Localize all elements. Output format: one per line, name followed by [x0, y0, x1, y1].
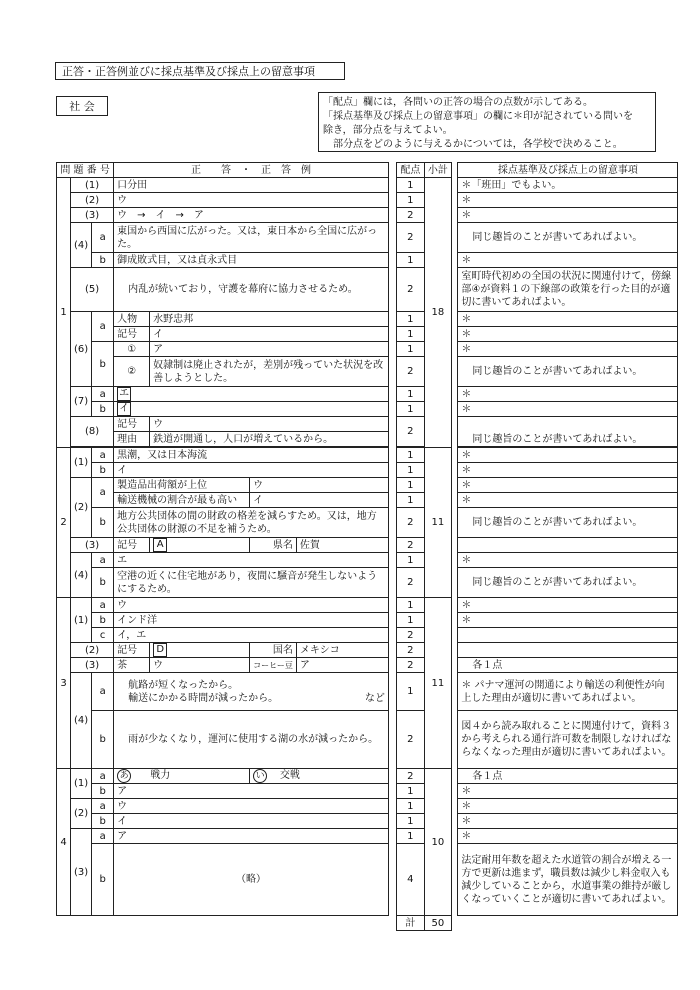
criteria: ＊: [458, 402, 678, 417]
answer-label: 茶: [114, 658, 150, 673]
sub-number: (3): [71, 658, 114, 673]
answer-label: 記号: [114, 538, 150, 553]
sub-number: (2): [71, 478, 92, 538]
answer: 空港の近くに住宅地があり，夜間に騒音が発生しないようにするため。: [114, 568, 389, 598]
sub-number: (6): [71, 312, 92, 387]
answer: 雨が少なくなり，運河に使用する湖の水が減ったから。: [114, 711, 389, 769]
criteria: 室町時代初めの全国の状況に関連付けて，傍線部④が資料１の下線部の政策を行った目的が適切に書いてあればよい。: [458, 268, 678, 312]
points: 2: [396, 568, 424, 598]
total-label: 計: [396, 916, 424, 931]
points: 2: [396, 769, 424, 784]
answer: ウ: [114, 193, 389, 208]
answer-label: 輸送機械の割合が最も高い: [114, 493, 250, 508]
question-number: 4: [57, 769, 71, 916]
criteria: 同じ趣旨のことが書いてあればよい。: [458, 508, 678, 538]
criteria: 法定耐用年数を超えた水道管の割合が増える一方で更新は進まず，職員数は減少し料金収入も減少していることから，水道事業の維持が厳しくなっていくことが適切に書いてあればよい。: [458, 844, 678, 916]
part-label: b: [92, 508, 114, 538]
answer: インド洋: [114, 613, 389, 628]
part-label: b: [92, 711, 114, 769]
circle-label: あ: [117, 769, 131, 783]
criteria: ＊: [458, 208, 678, 223]
note-line: 「採点基準及び採点上の留意事項」の欄に＊印が記されている問いを: [323, 111, 633, 122]
answer-box: D: [153, 643, 167, 657]
answer: 航路が短くなったから。: [128, 679, 239, 691]
answer-label: 記号: [114, 327, 150, 342]
part-label: a: [92, 553, 114, 568]
points: 1: [396, 553, 424, 568]
points: 1: [396, 253, 424, 268]
sub-number: (2): [71, 799, 92, 829]
sub-number: (3): [71, 208, 114, 223]
criteria: ＊: [458, 448, 678, 463]
points: 1: [396, 814, 424, 829]
criteria: ＊: [458, 613, 678, 628]
points: 1: [396, 799, 424, 814]
answer-key-title: 正答・正答例並びに採点基準及び採点上の留意事項: [55, 62, 345, 80]
answer: ア: [114, 829, 389, 844]
points: 1: [396, 829, 424, 844]
note-line: 「配点」欄には，各問いの正答の場合の点数が示してある。: [323, 97, 593, 108]
answer: 鉄道が開通し，人口が増えているから。: [150, 432, 389, 447]
points: 1: [396, 312, 424, 327]
question-number: 3: [57, 598, 71, 769]
subtotal: 11: [424, 598, 451, 769]
question-number: 1: [57, 178, 71, 448]
subject-label: 社 会: [56, 96, 108, 116]
points: 1: [396, 673, 424, 711]
answer: 黒潮，又は日本海流: [114, 448, 389, 463]
answer: 口分田: [114, 178, 389, 193]
answer: 輸送にかかる時間が減ったから。: [128, 692, 279, 704]
answer-label: ②: [114, 357, 150, 387]
criteria: ＊「班田」でもよい。: [458, 178, 678, 193]
sub-number: (1): [71, 598, 92, 643]
points: 2: [396, 658, 424, 673]
answer-label: 製造品出荷額が上位: [114, 478, 250, 493]
criteria: [458, 643, 678, 658]
header-mondai: 問 題 番 号: [57, 163, 114, 178]
answer-label: 記号: [114, 643, 150, 658]
criteria: 同じ趣旨のことが書いてあればよい。: [458, 417, 678, 447]
points: 2: [396, 357, 424, 387]
points: 2: [396, 628, 424, 643]
header-kijun: 採点基準及び採点上の留意事項: [458, 163, 678, 178]
answer: 水野忠邦: [150, 312, 389, 327]
sub-number: (4): [71, 553, 92, 598]
criteria: 各１点: [458, 769, 678, 784]
header-seitou: 正 答 ・ 正 答 例: [114, 163, 389, 178]
answer: イ: [250, 493, 389, 508]
criteria: 各１点: [458, 658, 678, 673]
answer: ウ: [114, 799, 389, 814]
part-label: b: [92, 342, 114, 387]
sub-number: (1): [71, 769, 92, 799]
criteria: ＊: [458, 784, 678, 799]
answer-box: A: [153, 538, 167, 552]
answer-label: 理由: [114, 432, 150, 447]
answer: 奴隷制は廃止されたが，差別が残っていた状況を改善しようとした。: [150, 357, 389, 387]
part-label: a: [92, 769, 114, 784]
part-label: a: [92, 223, 114, 253]
criteria: ＊: [458, 253, 678, 268]
points: 1: [396, 463, 424, 478]
criteria: ＊: [458, 193, 678, 208]
points: 1: [396, 613, 424, 628]
answer-label: 県名: [250, 538, 297, 553]
answer: 御成敗式目，又は貞永式目: [114, 253, 389, 268]
part-label: a: [92, 312, 114, 342]
criteria: ＊: [458, 799, 678, 814]
criteria: 同じ趣旨のことが書いてあればよい。: [458, 568, 678, 598]
points: 1: [396, 478, 424, 493]
answer: ウ: [150, 658, 250, 673]
answer: ウ: [114, 598, 389, 613]
points: 2: [396, 208, 424, 223]
answer: メキシコ: [296, 643, 388, 658]
part-label: a: [92, 448, 114, 463]
sub-number: (1): [71, 178, 114, 193]
subtotal: 18: [424, 178, 451, 448]
subtotal: 11: [424, 448, 451, 598]
answer: ア: [114, 784, 389, 799]
answer-label: 人物: [114, 312, 150, 327]
note-line: 部分点をどのように与えるかについては，各学校で決めること。: [333, 139, 623, 150]
part-label: a: [92, 598, 114, 613]
subtotal: 10: [424, 769, 451, 916]
answer: ア: [296, 658, 388, 673]
sub-number: (4): [71, 673, 92, 769]
answer: 佐賀: [296, 538, 388, 553]
points: 1: [396, 327, 424, 342]
answer: ア: [150, 342, 389, 357]
criteria: ＊: [458, 478, 678, 493]
part-label: a: [92, 829, 114, 844]
circle-label: い: [253, 769, 267, 783]
criteria: ＊: [458, 493, 678, 508]
part-label: a: [92, 799, 114, 814]
answer: ウ: [250, 478, 389, 493]
answer: （略）: [114, 844, 389, 916]
points: 2: [396, 417, 424, 447]
answer: 内乱が続いており，守護を幕府に協力させるため。: [114, 268, 389, 312]
points: 2: [396, 643, 424, 658]
answer: 東国から西国に広がった。又は，東日本から全国に広がった。: [114, 223, 389, 253]
points: 4: [396, 844, 424, 916]
part-label: b: [92, 814, 114, 829]
points: 2: [396, 711, 424, 769]
question-number: 2: [57, 448, 71, 598]
criteria: ＊ パナマ運河の開通により輸送の利便性が向上した理由が適切に書いてあればよい。: [458, 673, 678, 711]
criteria: ＊: [458, 829, 678, 844]
criteria: 図４から読み取れることに関連付けて，資料３から考えられる通行許可数を制限しなければならなくなった理由が適切に書いてあればよい。: [458, 711, 678, 769]
points: 1: [396, 402, 424, 417]
points: 1: [396, 448, 424, 463]
part-label: b: [92, 784, 114, 799]
answer-box: エ: [119, 388, 130, 399]
answer: ウ: [150, 417, 389, 432]
points: 2: [396, 268, 424, 312]
answer: イ，エ: [114, 628, 389, 643]
points: 1: [396, 193, 424, 208]
sub-number: (7): [71, 387, 92, 417]
criteria: ＊: [458, 312, 678, 327]
points: 1: [396, 598, 424, 613]
part-label: b: [92, 568, 114, 598]
scoring-note: [318, 92, 656, 152]
part-label: a: [92, 387, 114, 402]
part-label: b: [92, 844, 114, 916]
part-label: b: [92, 253, 114, 268]
points: 1: [396, 493, 424, 508]
criteria: 同じ趣旨のことが書いてあればよい。: [458, 357, 678, 387]
answer: 交戦: [279, 770, 300, 781]
answer: イ: [150, 327, 389, 342]
answer: ウ → イ → ア: [114, 208, 389, 223]
total-value: 50: [424, 916, 451, 931]
header-shokei: 小計: [424, 163, 451, 178]
sub-number: (8): [71, 417, 114, 447]
answer-label: コーヒー豆: [250, 658, 297, 673]
answer-label: 国名: [250, 643, 297, 658]
answer-box: イ: [119, 403, 130, 414]
answer-table: [56, 162, 678, 931]
part-label: a: [92, 478, 114, 508]
sub-number: (2): [71, 193, 114, 208]
criteria: ＊: [458, 463, 678, 478]
header-haiten: 配点: [396, 163, 424, 178]
points: 1: [396, 784, 424, 799]
answer-label: 記号: [114, 417, 150, 432]
answer: イ: [114, 463, 389, 478]
answer: 戦力: [150, 770, 171, 781]
answer-suffix: など: [364, 692, 385, 704]
answer-label: ①: [114, 342, 150, 357]
part-label: c: [92, 628, 114, 643]
sub-number: (3): [71, 538, 114, 553]
part-label: b: [92, 613, 114, 628]
criteria: ＊: [458, 814, 678, 829]
points: 2: [396, 538, 424, 553]
part-label: a: [92, 673, 114, 711]
criteria: ＊: [458, 387, 678, 402]
answer: エ: [114, 553, 389, 568]
sub-number: (3): [71, 829, 92, 916]
criteria: 同じ趣旨のことが書いてあればよい。: [458, 223, 678, 253]
criteria: ＊: [458, 327, 678, 342]
note-line: 除き，部分点を与えてよい。: [323, 125, 453, 136]
points: 1: [396, 342, 424, 357]
points: 1: [396, 178, 424, 193]
criteria: ＊: [458, 342, 678, 357]
points: 2: [396, 508, 424, 538]
sub-number: (2): [71, 643, 114, 658]
part-label: b: [92, 402, 114, 417]
points: 1: [396, 387, 424, 402]
sub-number: (1): [71, 448, 92, 478]
criteria: ＊: [458, 553, 678, 568]
part-label: b: [92, 463, 114, 478]
sub-number: (4): [71, 223, 92, 268]
criteria: ＊: [458, 598, 678, 613]
answer: 地方公共団体の間の財政の格差を減らすため。又は，地方公共団体の財源の不足を補うため。: [114, 508, 389, 538]
points: 2: [396, 223, 424, 253]
answer: イ: [114, 814, 389, 829]
criteria: [458, 538, 678, 553]
criteria: [458, 628, 678, 643]
sub-number: (5): [71, 268, 114, 312]
